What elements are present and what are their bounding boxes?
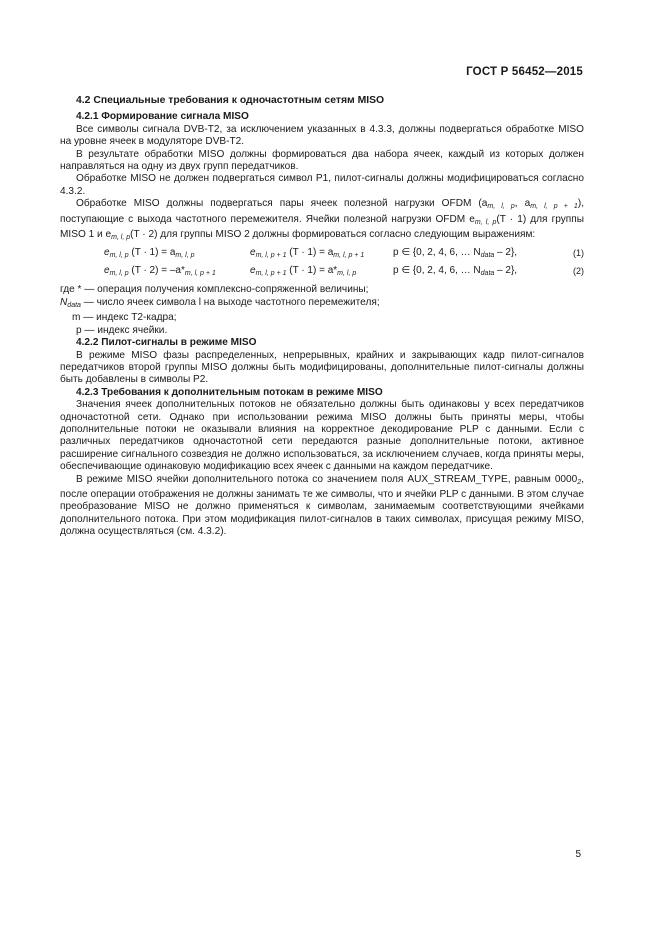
- equation-left: $e_{m, l, p}$ $(T \cdot 1) = a_{m, l, p}$: [104, 247, 195, 260]
- definition-item: m — индекс T2-кадра;: [72, 312, 177, 324]
- definition-item: $N_{data}$ — число ячеек символа l на выходе частотного перемежителя;: [60, 296, 380, 309]
- paragraph: Все символы сигнала DVB-T2, за исключением указанных в 4.3.3, должны подвергаться обработке MISO на уровне ячеек в модуляторе DVB-T2.: [60, 123, 584, 148]
- paragraph: В режиме MISO ячейки дополнительного потока со значением поля AUX_STREAM_TYPE, равным $0000_2$, после операции отображения не должны занимать те же символы, что и ячейки PLP с данными. В этом случае преобразование MISO не должно применяться к символам, занимаемым соответствующими ячейками дополнительного потока. При этом модификация пилот-сигналов в таких символах, присущая режиму MISO, должна осуществляться (см. 4.3.2).: [60, 473, 584, 538]
- equation-middle: $e_{m, l, p + 1}$ $(T \cdot 1) = a_{m, l, p + 1}$: [250, 247, 365, 260]
- section-4-2-2-title: 4.2.2 Пилот-сигналы в режиме MISO: [76, 337, 257, 349]
- section-4-2-1-title: 4.2.1 Формирование сигнала MISO: [76, 111, 249, 123]
- definition-item: где * — операция получения комплексно-сопряженной величины;: [60, 284, 369, 296]
- paragraph: В режиме MISO фазы распределенных, непрерывных, крайних и закрывающих кадр пилот-сигналов передатчиков второй группы MISO должны быть модифицированы, дополнительные пилот-сигналы должны быть добавлены в символы P2.: [60, 349, 584, 386]
- paragraph: Обработке MISO не должен подвергаться символ P1, пилот-сигналы должны модифицироваться согласно 4.3.2.: [60, 173, 584, 197]
- section-4-2-title: 4.2 Специальные требования к одночастотным сетям MISO: [76, 95, 385, 106]
- definition-item: p — индекс ячейки.: [76, 324, 168, 336]
- document-header: ГОСТ Р 56452—2015: [466, 66, 583, 78]
- equation-condition: p ∈ {0, 2, 4, 6, … $N_{data} - 2$},: [393, 247, 518, 260]
- paragraph: Обработке MISO должны подвергаться пары ячеек полезной нагрузки OFDM ($a_{m, l, p}$, $a_{m, l, p + 1}$), поступающие с выхода частотного перемежителя. Ячейки полезной нагрузки OFDM $e_{m, l, p}(T \cdot 1)$ для группы MISO 1 и $e_{m, l, p}(T \cdot 2)$ для группы MISO 2 должны формироваться согласно следующим выражениям:: [60, 198, 584, 242]
- equation-number: (2): [573, 266, 584, 277]
- document-body: [60, 95, 584, 539]
- page-number: 5: [575, 849, 581, 860]
- paragraph: Значения ячеек дополнительных потоков не обязательно должны быть одинаковы у всех передатчиков одночастотной сети. Однако при использовании режима MISO должны быть приняты меры, чтобы дополнительные потоки не оказывали влияния на корректное декодирование PLP с данными. Если с различных передатчиков одночастотной сети передаются разные дополнительные потоки, активное расширение сигнального созвездия не должно использоваться, за исключением случаев, когда приняты меры, обеспечивающие одинаковую модификацию всех ячеек с данными на каждом передатчике.: [60, 399, 584, 473]
- equation-condition: p ∈ {0, 2, 4, 6, … $N_{data} - 2$},: [393, 265, 518, 278]
- definitions-list: [60, 284, 584, 337]
- equation-middle: $e_{m, l, p + 1}$ $(T \cdot 1) = a*_{m, l, p}$: [250, 265, 357, 278]
- section-4-2-3-title: 4.2.3 Требования к дополнительным потокам в режиме MISO: [76, 386, 383, 398]
- equation-1: [60, 246, 584, 262]
- equation-number: (1): [573, 248, 584, 259]
- equation-left: $e_{m, l, p}$ $(T \cdot 2) = -a*_{m, l, p + 1}$: [104, 265, 216, 278]
- equation-2: [60, 264, 584, 280]
- paragraph: В результате обработки MISO должны формироваться два набора ячеек, каждый из которых должен направляться на одну из двух групп передатчиков.: [60, 148, 584, 173]
